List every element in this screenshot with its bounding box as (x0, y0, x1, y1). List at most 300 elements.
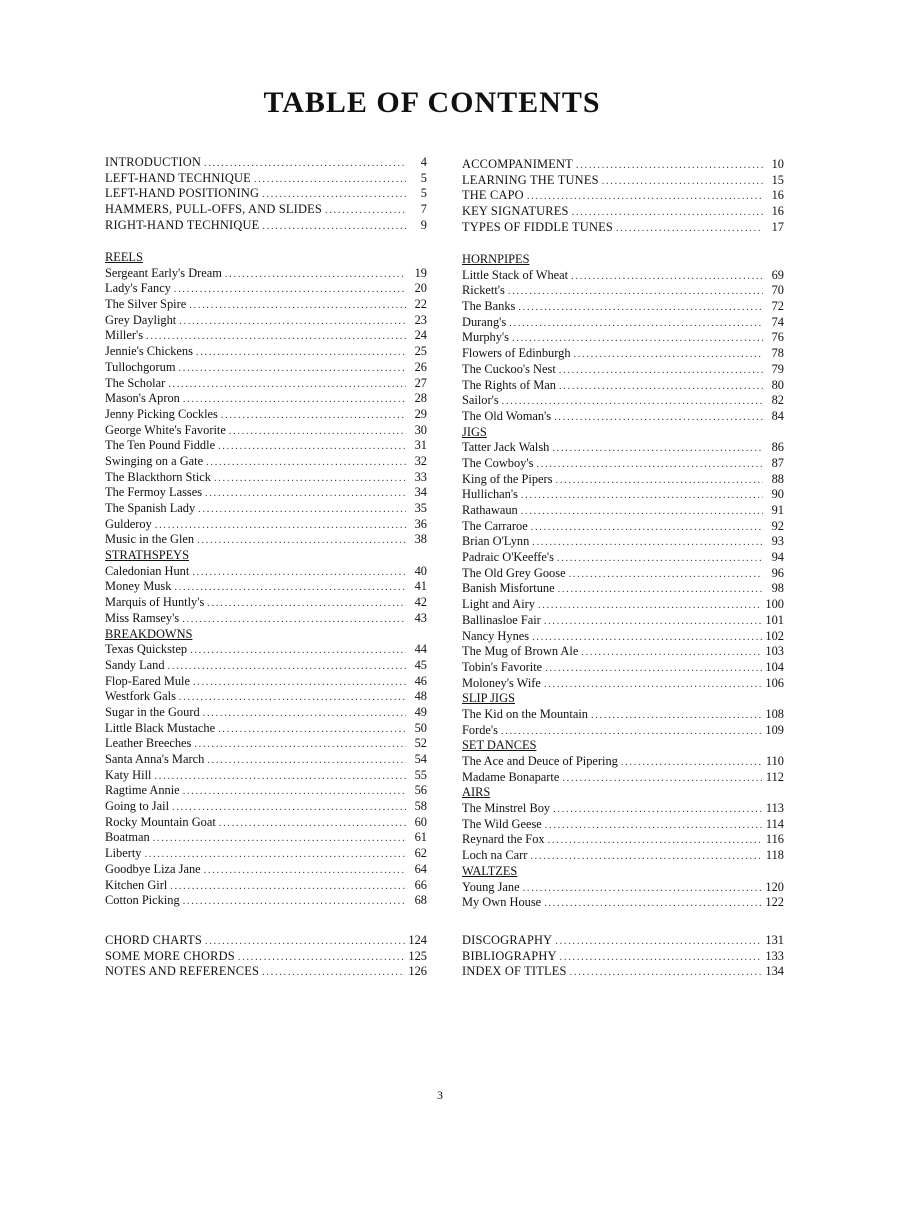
toc-entry (105, 815, 427, 831)
toc-entry-page: 108 (765, 706, 784, 721)
dot-leader (174, 580, 406, 596)
toc-entry-page: 120 (765, 879, 784, 894)
toc-entry (462, 188, 784, 204)
toc-entry-title: Leather Breeches (105, 736, 192, 751)
dot-leader (581, 645, 762, 661)
dot-leader (204, 156, 406, 172)
toc-entry-title: Little Stack of Wheat (462, 267, 569, 282)
toc-entry-title: Murphy's (462, 330, 509, 345)
toc-entry-page: 33 (414, 469, 427, 484)
dot-leader (183, 894, 406, 910)
dot-leader (518, 300, 763, 316)
toc-entry-page: 66 (414, 877, 427, 892)
toc-entry-title: The Cowboy's (462, 455, 534, 470)
toc-entry-page: 126 (408, 964, 427, 979)
toc-entry (105, 186, 427, 202)
dot-leader (553, 802, 763, 818)
dot-leader (179, 314, 406, 330)
toc-entry-page: 98 (771, 581, 784, 596)
toc-entry-title: The Silver Spire (105, 297, 187, 312)
dot-leader (501, 724, 762, 740)
toc-entry-title: Rickett's (462, 283, 505, 298)
toc-entry-title: Little Black Mustache (105, 720, 216, 735)
dot-leader (576, 158, 763, 174)
dot-leader (536, 457, 763, 473)
toc-entry-title: LEFT-HAND POSITIONING (105, 186, 260, 201)
toc-entry-title: George White's Favorite (105, 422, 226, 437)
toc-entry-title: Madame Bonaparte (462, 769, 560, 784)
dot-leader (262, 219, 406, 235)
toc-entry-page: 88 (771, 471, 784, 486)
toc-entry (105, 454, 427, 470)
toc-entry (105, 360, 427, 376)
toc-entry-page: 113 (765, 801, 784, 816)
dot-leader (154, 769, 406, 785)
toc-entry (105, 846, 427, 862)
toc-entry-page: 118 (765, 848, 784, 863)
toc-entry-title: Going to Jail (105, 799, 170, 814)
dot-leader (153, 831, 406, 847)
toc-entry (462, 220, 784, 236)
dot-leader (198, 502, 406, 518)
toc-entry-title: LEFT-HAND TECHNIQUE (105, 170, 251, 185)
toc-entry-page: 35 (414, 501, 427, 515)
toc-entry (462, 895, 784, 911)
toc-entry-title: Rocky Mountain Goat (105, 814, 216, 829)
toc-entry-title: Grey Daylight (105, 312, 177, 327)
dot-leader (183, 392, 406, 408)
toc-entry (105, 705, 427, 721)
toc-entry-title: Sandy Land (105, 657, 165, 672)
dot-leader (192, 565, 406, 581)
dot-leader (616, 221, 763, 237)
toc-entry-page: 114 (765, 816, 784, 831)
toc-entry-page: 58 (414, 799, 427, 814)
section-heading: WALTZES (462, 863, 518, 878)
toc-entry (462, 613, 784, 629)
toc-entry-title: The Scholar (105, 375, 166, 390)
toc-entry (462, 409, 784, 425)
toc-entry (462, 362, 784, 378)
toc-entry-page: 36 (414, 516, 427, 531)
dot-leader (548, 833, 763, 849)
toc-entry-title: Jenny Picking Cockles (105, 406, 218, 421)
toc-entry-page: 61 (414, 830, 427, 845)
section-heading: SLIP JIGS (462, 691, 515, 706)
dot-leader (325, 203, 406, 219)
dot-leader (544, 896, 762, 912)
toc-entry (105, 564, 427, 580)
page-title: TABLE OF CONTENTS (263, 86, 601, 119)
toc-entry-title: Ballinasloe Fair (462, 612, 541, 627)
toc-entry-title: Ragtime Annie (105, 783, 180, 798)
toc-entry-page: 96 (771, 565, 784, 580)
toc-entry-title: The Old Grey Goose (462, 565, 566, 580)
dot-leader (194, 737, 406, 753)
toc-entry-page: 20 (414, 281, 427, 296)
dot-leader (523, 881, 763, 897)
dot-leader (544, 677, 762, 693)
dot-leader (591, 708, 762, 724)
toc-entry-page: 78 (771, 346, 784, 361)
toc-entry-title: Flop-Eared Mule (105, 673, 190, 688)
toc-entry (105, 933, 427, 949)
toc-entry (105, 611, 427, 627)
toc-entry-page: 124 (408, 933, 427, 947)
toc-entry-title: The Ten Pound Fiddle (105, 438, 216, 453)
toc-entry (105, 501, 427, 517)
dot-leader (197, 533, 406, 549)
section-heading: SET DANCES (462, 738, 537, 753)
toc-entry (105, 470, 427, 486)
right-intro-list (462, 157, 784, 235)
toc-entry-title: Banish Misfortune (462, 581, 555, 596)
toc-entry (462, 157, 784, 173)
toc-entry (462, 770, 784, 786)
toc-entry (105, 878, 427, 894)
toc-entry (462, 503, 784, 519)
toc-entry-page: 19 (414, 265, 427, 280)
toc-entry-page: 38 (414, 532, 427, 547)
toc-entry-title: The Kid on the Mountain (462, 706, 588, 721)
toc-entry (105, 595, 427, 611)
dot-leader (512, 331, 763, 347)
toc-entry-title: The Spanish Lady (105, 501, 196, 515)
dot-leader (521, 488, 763, 504)
toc-entry-page: 17 (771, 219, 784, 234)
toc-entry-page: 125 (408, 948, 427, 963)
toc-entry-title: Forde's (462, 722, 498, 737)
toc-entry (462, 629, 784, 645)
toc-entry (105, 297, 427, 313)
toc-entry-title: The Carraroe (462, 518, 528, 533)
section-heading: REELS (105, 250, 143, 264)
toc-entry-page: 87 (771, 455, 784, 470)
toc-entry-title: NOTES AND REFERENCES (105, 964, 260, 979)
toc-entry-title: DISCOGRAPHY (462, 933, 553, 947)
toc-entry (462, 723, 784, 739)
toc-entry (462, 283, 784, 299)
toc-entry (105, 171, 427, 187)
dot-leader (205, 486, 406, 502)
toc-entry-page: 4 (420, 155, 427, 169)
toc-entry-title: Durang's (462, 314, 507, 329)
toc-entry-title: Rathawaun (462, 503, 518, 517)
toc-entry-title: The Fermoy Lasses (105, 485, 203, 500)
toc-entry-page: 48 (414, 689, 427, 704)
toc-entry-page: 70 (771, 283, 784, 298)
toc-entry (105, 893, 427, 909)
dot-leader (207, 596, 406, 612)
toc-entry-page: 116 (765, 832, 784, 847)
toc-entry (105, 862, 427, 878)
toc-entry-page: 9 (420, 217, 427, 232)
dot-leader (569, 567, 763, 583)
toc-entry-title: HAMMERS, PULL-OFFS, AND SLIDES (105, 202, 323, 217)
toc-entry-title: The Mug of Brown Ale (462, 644, 579, 659)
toc-entry-title: Miss Ramsey's (105, 610, 180, 625)
toc-entry-page: 68 (414, 893, 427, 908)
toc-entry (462, 707, 784, 723)
toc-entry-page: 26 (414, 359, 427, 374)
toc-entry-title: RIGHT-HAND TECHNIQUE (105, 217, 260, 232)
dot-leader (179, 690, 406, 706)
toc-entry-title: CHORD CHARTS (105, 933, 203, 947)
dot-leader (502, 394, 763, 410)
toc-entry (105, 517, 427, 533)
toc-entry-title: Cotton Picking (105, 893, 180, 908)
dot-leader (168, 659, 406, 675)
dot-leader (562, 771, 762, 787)
toc-entry-page: 92 (771, 518, 784, 533)
toc-entry-page: 23 (414, 312, 427, 327)
toc-entry-page: 10 (771, 157, 784, 171)
toc-entry-page: 49 (414, 704, 427, 719)
toc-entry-page: 94 (771, 550, 784, 565)
toc-entry (105, 376, 427, 392)
toc-entry-title: BIBLIOGRAPHY (462, 948, 557, 963)
toc-entry (462, 472, 784, 488)
toc-entry-title: ACCOMPANIMENT (462, 157, 573, 171)
toc-entry-title: Tobin's Favorite (462, 659, 543, 674)
toc-entry-title: Swinging on a Gate (105, 453, 204, 468)
dot-leader (558, 582, 763, 598)
toc-entry-page: 134 (765, 964, 784, 979)
toc-entry-page: 56 (414, 783, 427, 798)
section-heading: STRATHSPEYS (105, 548, 190, 563)
toc-entry-title: Tatter Jack Walsh (462, 440, 550, 455)
toc-entry-title: The Banks (462, 299, 516, 314)
toc-entry (462, 534, 784, 550)
dot-leader (521, 504, 763, 520)
toc-entry-title: Gulderoy (105, 516, 152, 531)
toc-entry (462, 173, 784, 189)
toc-entry (105, 202, 427, 218)
toc-entry (105, 532, 427, 548)
dot-leader (178, 361, 406, 377)
dot-leader (508, 284, 763, 300)
dot-leader (556, 473, 763, 489)
toc-entry (105, 830, 427, 846)
toc-entry-page: 28 (414, 391, 427, 406)
toc-entry (462, 330, 784, 346)
toc-entry-title: Boatman (105, 830, 150, 845)
toc-entry-page: 101 (765, 612, 784, 627)
dot-leader (221, 408, 406, 424)
left-sections-list (105, 250, 427, 909)
toc-entry-page: 16 (771, 188, 784, 203)
toc-entry-title: Westfork Gals (105, 689, 176, 704)
section-heading: JIGS (462, 424, 487, 439)
toc-entry (105, 155, 427, 171)
toc-entry-page: 79 (771, 361, 784, 376)
dot-leader (174, 282, 406, 298)
toc-entry (462, 204, 784, 220)
toc-entry (105, 328, 427, 344)
dot-leader (559, 363, 763, 379)
toc-entry-page: 34 (414, 485, 427, 500)
toc-entry-title: The Rights of Man (462, 377, 556, 392)
dot-leader (509, 316, 763, 332)
toc-entry (105, 736, 427, 752)
toc-entry-page: 60 (414, 814, 427, 829)
dot-leader (572, 205, 763, 221)
toc-entry (105, 344, 427, 360)
toc-entry (462, 487, 784, 503)
toc-entry (105, 313, 427, 329)
dot-leader (219, 816, 406, 832)
dot-leader (545, 661, 762, 677)
section-heading: HORNPIPES (462, 252, 530, 266)
dot-leader (559, 379, 763, 395)
toc-entry (462, 644, 784, 660)
dot-leader (225, 267, 406, 283)
dot-leader (560, 950, 763, 966)
toc-entry (105, 407, 427, 423)
dot-leader (229, 424, 406, 440)
dot-leader (530, 849, 762, 865)
dot-leader (218, 439, 406, 455)
toc-entry-title: Loch na Carr (462, 848, 528, 863)
toc-entry (462, 456, 784, 472)
dot-leader (205, 934, 405, 950)
toc-entry-title: Liberty (105, 846, 142, 861)
dot-leader (545, 818, 763, 834)
dot-leader (574, 347, 763, 363)
dot-leader (621, 755, 763, 771)
toc-entry-title: King of the Pipers (462, 471, 553, 486)
toc-entry-title: Santa Anna's March (105, 752, 205, 766)
dot-leader (193, 675, 406, 691)
toc-entry-page: 80 (771, 377, 784, 392)
toc-entry-page: 45 (414, 657, 427, 672)
toc-entry-title: Moloney's Wife (462, 675, 541, 690)
dot-leader (189, 298, 406, 314)
section-heading: BREAKDOWNS (105, 626, 193, 641)
toc-entry-page: 32 (414, 453, 427, 468)
section-heading: AIRS (462, 785, 491, 800)
dot-leader (554, 410, 763, 426)
toc-entry-page: 103 (765, 644, 784, 659)
toc-entry-page: 90 (771, 487, 784, 502)
dot-leader (602, 174, 763, 190)
toc-entry-title: The Blackthorn Stick (105, 469, 211, 484)
dot-leader (238, 950, 406, 966)
toc-entry-page: 5 (420, 186, 427, 201)
dot-leader (170, 879, 406, 895)
toc-entry (105, 658, 427, 674)
toc-entry-title: Young Jane (462, 879, 520, 894)
toc-entry-title: Money Musk (105, 579, 172, 594)
toc-entry-page: 93 (771, 534, 784, 549)
dot-leader (144, 847, 406, 863)
toc-entry-title: Sailor's (462, 393, 499, 408)
toc-entry (105, 783, 427, 799)
toc-entry (462, 933, 784, 949)
toc-entry-title: The Wild Geese (462, 816, 542, 831)
toc-entry (105, 642, 427, 658)
dot-leader (183, 784, 406, 800)
toc-entry (105, 674, 427, 690)
dot-leader (218, 722, 406, 738)
toc-entry-title: INTRODUCTION (105, 155, 202, 169)
dot-leader (206, 455, 406, 471)
toc-entry (462, 754, 784, 770)
toc-entry-page: 44 (414, 642, 427, 657)
toc-entry (105, 423, 427, 439)
dot-leader (555, 934, 762, 950)
toc-entry (105, 281, 427, 297)
toc-entry (105, 689, 427, 705)
toc-entry-title: Brian O'Lynn (462, 534, 530, 549)
toc-entry (462, 566, 784, 582)
toc-entry (105, 768, 427, 784)
toc-entry-title: Nancy Hynes (462, 628, 530, 643)
toc-entry-page: 104 (765, 659, 784, 674)
dot-leader (214, 471, 406, 487)
toc-entry (462, 801, 784, 817)
dot-leader (146, 329, 406, 345)
toc-entry-page: 55 (414, 767, 427, 782)
toc-entry-page: 69 (771, 267, 784, 282)
toc-entry-page: 42 (414, 595, 427, 610)
dot-leader (262, 187, 406, 203)
toc-entry-page: 74 (771, 314, 784, 329)
toc-entry (462, 550, 784, 566)
dot-leader (254, 172, 406, 188)
toc-entry (105, 579, 427, 595)
toc-entry (462, 393, 784, 409)
dot-leader (182, 612, 406, 628)
toc-entry-title: Kitchen Girl (105, 877, 168, 892)
toc-entry-page: 131 (765, 933, 784, 947)
toc-entry-page: 82 (771, 393, 784, 408)
toc-entry-page: 54 (414, 752, 427, 766)
toc-entry (105, 721, 427, 737)
toc-entry-page: 133 (765, 948, 784, 963)
dot-leader (532, 630, 762, 646)
toc-entry-title: The Old Woman's (462, 408, 552, 423)
toc-entry (462, 440, 784, 456)
toc-entry-title: Goodbye Liza Jane (105, 861, 201, 876)
toc-entry-page: 16 (771, 204, 784, 219)
left-appendix-list (105, 933, 427, 980)
toc-entry (462, 832, 784, 848)
toc-entry (462, 597, 784, 613)
toc-entry-page: 24 (414, 328, 427, 343)
toc-entry-page: 112 (765, 769, 784, 784)
toc-entry (105, 266, 427, 282)
left-intro-list (105, 155, 427, 233)
toc-entry (462, 268, 784, 284)
toc-entry (105, 391, 427, 407)
toc-entry-title: KEY SIGNATURES (462, 204, 569, 219)
right-sections-list (462, 252, 784, 911)
toc-entry (462, 676, 784, 692)
toc-entry-title: INDEX OF TITLES (462, 964, 567, 979)
toc-entry (105, 949, 427, 965)
page-number: 3 (437, 1088, 443, 1102)
toc-entry-title: The Ace and Deuce of Pipering (462, 754, 618, 768)
toc-entry-title: Sugar in the Gourd (105, 704, 200, 719)
toc-entry-title: LEARNING THE TUNES (462, 172, 599, 187)
toc-entry (105, 964, 427, 980)
dot-leader (538, 598, 762, 614)
toc-entry-title: Caledonian Hunt (105, 563, 190, 578)
dot-leader (168, 377, 406, 393)
toc-entry (105, 218, 427, 234)
toc-entry (462, 378, 784, 394)
